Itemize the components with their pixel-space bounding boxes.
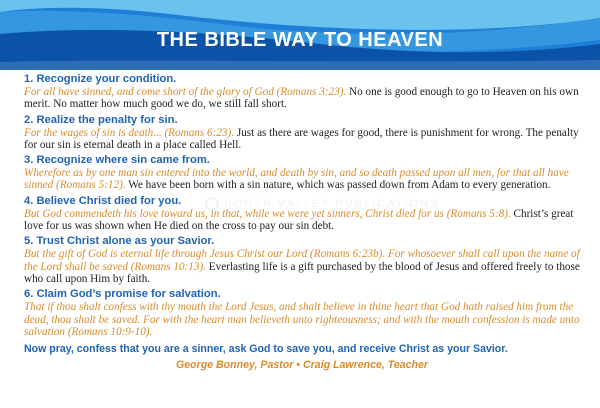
step-heading: 3. Recognize where sin came from. <box>24 154 210 167</box>
watermark-text: NORTH VALLEY PUBLICATIONS <box>224 197 440 210</box>
step-explanation: We have been born with a sin nature, which was passed down from Adam to every generation. <box>128 179 551 192</box>
step-4 <box>24 194 580 233</box>
signature-line <box>24 359 580 371</box>
step-heading: 4. Believe Christ died for you. <box>24 194 182 207</box>
step-paragraph <box>24 127 580 152</box>
scripture-verse: But the gift of God is eternal life through Jesus Christ our Lord (Romans 6:23b). For whosoever shall call upon the name of the Lord shall be saved (Romans 10:13). <box>24 248 580 273</box>
step-heading: 6. Claim God’s promise for salvation. <box>24 288 221 301</box>
step-6 <box>24 287 580 338</box>
scripture-verse: That if thou shalt confess with thy mouth the Lord Jesus, and shalt believe in thine heart that God hath raised him from the dead, thou shalt be saved. For with the heart man believeth unto righteousness; and with the mouth confession is made unto salvation (Romans 10:9-10). <box>24 301 580 338</box>
step-paragraph <box>24 86 580 111</box>
step-2 <box>24 113 580 152</box>
step-paragraph <box>24 248 580 285</box>
step-explanation: Just as there are wages for good, there is punishment for wrong. The penalty for our sin is eternal death in a place called Hell. <box>24 126 579 151</box>
scripture-verse: For all have sinned, and come short of the glory of God (Romans 3:23). <box>24 86 347 98</box>
scripture-verse: Wherefore as by one man sin entered into the world, and death by sin, and so death passed upon all men, for that all have sinned (Romans 5:12). <box>24 167 569 192</box>
step-3 <box>24 153 580 192</box>
scripture-verse: But God commendeth his love toward us, in that, while we were yet sinners, Christ died for us (Romans 5:8). <box>24 207 511 220</box>
signature-separator: • <box>296 359 301 372</box>
step-paragraph <box>24 167 580 192</box>
step-paragraph <box>24 301 580 338</box>
step-5 <box>24 234 580 285</box>
step-explanation: No one is good enough to go to Heaven on his own merit. No matter how much good we do, we still fall short. <box>24 86 579 111</box>
step-heading: 1. Recognize your condition. <box>24 73 177 85</box>
step-heading: 5. Trust Christ alone as your Savior. <box>24 235 215 248</box>
closing-prayer: Now pray, confess that you are a sinner, ask God to save you, and receive Christ as your Savior. <box>24 343 508 356</box>
teacher-name: Craig Lawrence, Teacher <box>302 359 428 372</box>
step-explanation: Christ’s great love for us was shown when He died on the cross to pay our sin debt. <box>24 207 574 233</box>
header-banner <box>0 0 600 70</box>
step-heading: 2. Realize the penalty for sin. <box>24 113 178 126</box>
steps-content <box>24 70 580 371</box>
scripture-verse: For the wages of sin is death... (Romans 6:23). <box>24 126 235 139</box>
pastor-name: George Bonney, Pastor <box>176 359 294 372</box>
page-title: THE BIBLE WAY TO HEAVEN <box>156 29 444 51</box>
step-1 <box>24 72 580 111</box>
step-paragraph <box>24 208 580 233</box>
step-explanation: Everlasting life is a gift purchased by the blood of Jesus and offered freely to those who call upon Him by faith. <box>24 260 580 285</box>
